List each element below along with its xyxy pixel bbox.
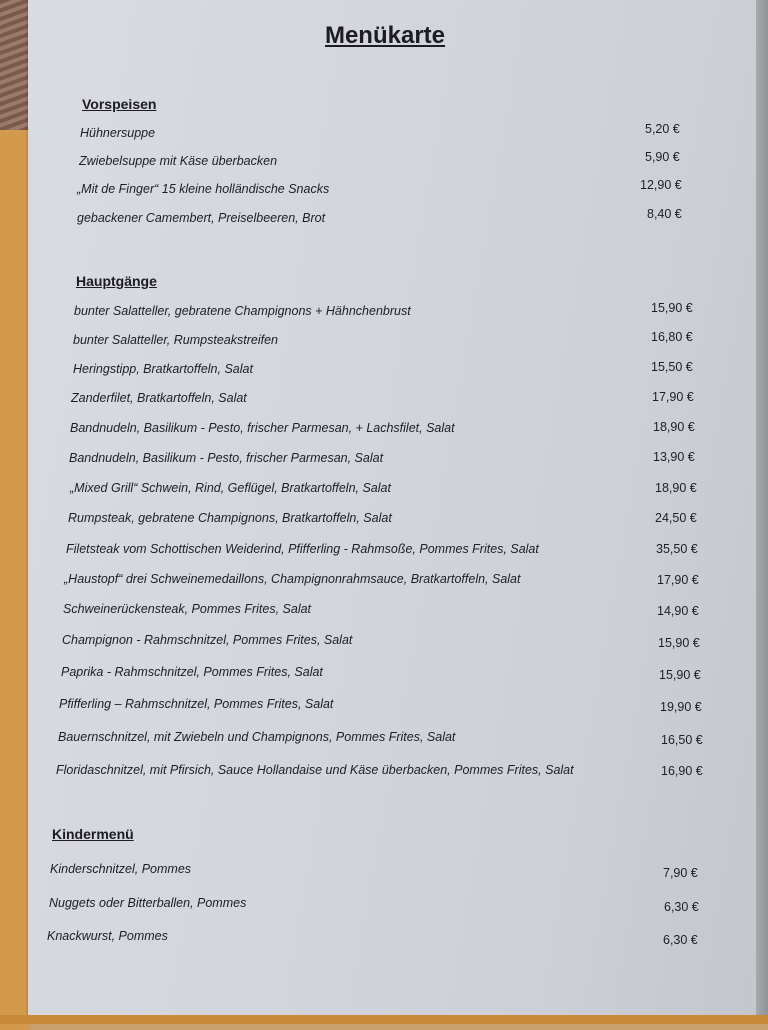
- menu-item-name: „Mit de Finger“ 15 kleine holländische Snacks: [77, 182, 330, 196]
- menu-item-name: bunter Salatteller, gebratene Champignons + Hähnchenbrust: [74, 304, 411, 318]
- menu-item-name: Schweinerückensteak, Pommes Frites, Salat: [63, 602, 312, 616]
- menu-item-price: 5,90 €: [645, 150, 680, 164]
- menu-item-price: 14,90 €: [657, 604, 699, 618]
- menu-item-name: Paprika - Rahmschnitzel, Pommes Frites, Salat: [61, 665, 323, 679]
- menu-item-name: Bandnudeln, Basilikum - Pesto, frischer Parmesan, Salat: [69, 451, 384, 465]
- menu-item-price: 13,90 €: [653, 450, 695, 464]
- menu-item-name: Zwiebelsuppe mit Käse überbacken: [79, 154, 278, 168]
- menu-item-price: 15,90 €: [659, 668, 701, 682]
- menu-item-name: „Mixed Grill“ Schwein, Rind, Geflügel, Bratkartoffeln, Salat: [70, 481, 391, 495]
- menu-item-price: 15,90 €: [658, 636, 700, 650]
- menu-item-price: 18,90 €: [653, 420, 695, 434]
- menu-item-name: gebackener Camembert, Preiselbeeren, Brot: [77, 211, 326, 225]
- menu-item-price: 6,30 €: [663, 933, 698, 947]
- menu-item-name: Kinderschnitzel, Pommes: [50, 862, 192, 876]
- menu-item-name: bunter Salatteller, Rumpsteakstreifen: [73, 333, 278, 347]
- menu-item-price: 18,90 €: [655, 481, 697, 495]
- menu-item-name: Bauernschnitzel, mit Zwiebeln und Champignons, Pommes Frites, Salat: [58, 730, 456, 744]
- background-wood: [0, 130, 30, 1030]
- menu-item-price: 24,50 €: [655, 511, 697, 525]
- menu-item-price: 16,80 €: [651, 330, 693, 344]
- section-heading: Vorspeisen: [82, 96, 157, 112]
- menu-item-name: Filetsteak vom Schottischen Weiderind, Pfifferling - Rahmsoße, Pommes Frites, Salat: [66, 542, 539, 556]
- menu-item-name: Nuggets oder Bitterballen, Pommes: [49, 896, 247, 910]
- menu-item-price: 16,50 €: [661, 733, 703, 747]
- menu-item-price: 16,90 €: [661, 764, 703, 778]
- menu-item-name: Knackwurst, Pommes: [47, 929, 168, 943]
- section-heading: Hauptgänge: [76, 273, 157, 289]
- section-heading: Kindermenü: [52, 826, 134, 842]
- menu-item-price: 7,90 €: [663, 866, 698, 880]
- menu-item-price: 8,40 €: [647, 207, 682, 221]
- background-brick: [0, 0, 30, 130]
- menu-item-price: 35,50 €: [656, 542, 698, 556]
- menu-item-name: Bandnudeln, Basilikum - Pesto, frischer Parmesan, + Lachsfilet, Salat: [70, 421, 455, 435]
- background-right: [756, 0, 768, 1024]
- menu-item-price: 15,90 €: [651, 301, 693, 315]
- menu-item-price: 12,90 €: [640, 178, 682, 192]
- menu-item-price: 5,20 €: [645, 122, 680, 136]
- menu-item-price: 17,90 €: [657, 573, 699, 587]
- menu-item-price: 19,90 €: [660, 700, 702, 714]
- menu-item-name: „Haustopf“ drei Schweinemedaillons, Champignonrahmsauce, Bratkartoffeln, Salat: [64, 572, 521, 586]
- background-bottom: [0, 1015, 768, 1024]
- menu-item-name: Champignon - Rahmschnitzel, Pommes Frites, Salat: [62, 633, 353, 647]
- menu-item-name: Zanderfilet, Bratkartoffeln, Salat: [71, 391, 247, 405]
- menu-title: Menükarte: [324, 22, 446, 49]
- menu-item-price: 17,90 €: [652, 390, 694, 404]
- menu-item-name: Floridaschnitzel, mit Pfirsich, Sauce Hollandaise und Käse überbacken, Pommes Frites, Salat: [56, 763, 574, 777]
- menu-item-name: Pfifferling – Rahmschnitzel, Pommes Frites, Salat: [59, 697, 334, 711]
- menu-item-name: Rumpsteak, gebratene Champignons, Bratkartoffeln, Salat: [68, 511, 392, 525]
- menu-item-price: 15,50 €: [651, 360, 693, 374]
- menu-item-name: Heringstipp, Bratkartoffeln, Salat: [73, 362, 253, 376]
- menu-item-name: Hühnersuppe: [80, 126, 156, 140]
- menu-item-price: 6,30 €: [664, 900, 699, 914]
